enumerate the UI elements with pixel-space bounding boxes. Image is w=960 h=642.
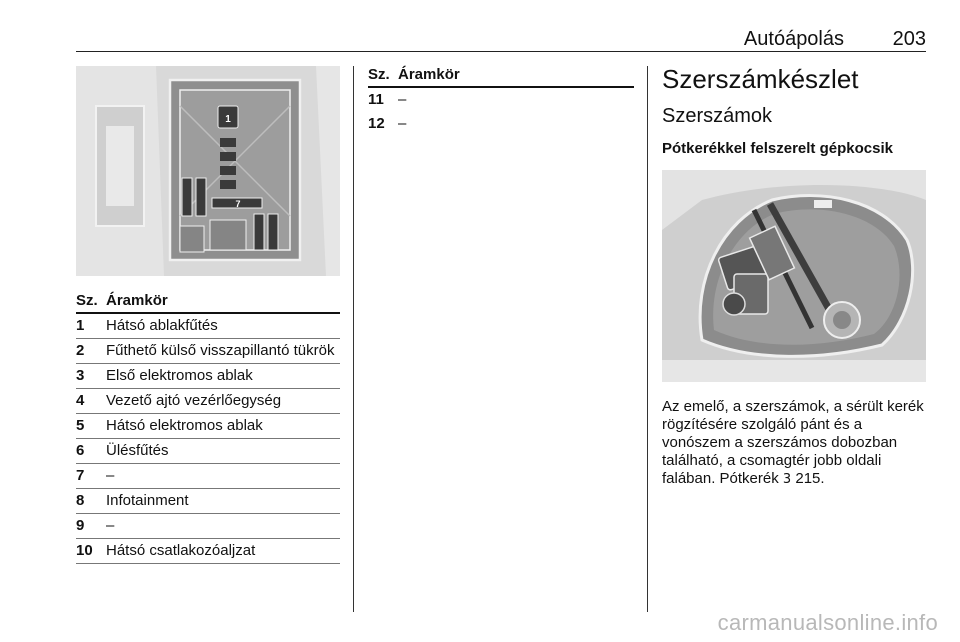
table-row bbox=[76, 439, 340, 464]
row-text: Hátsó ablakfűtés bbox=[106, 317, 218, 334]
row-text: – bbox=[106, 467, 115, 484]
row-text: Fűthető külső visszapillantó tükrök bbox=[106, 342, 335, 359]
toolkit-illustration bbox=[662, 170, 926, 382]
col-circuit-header: Áramkör bbox=[106, 292, 168, 309]
row-text: – bbox=[106, 517, 115, 534]
column-right bbox=[662, 66, 926, 489]
fuse-table-1 bbox=[76, 292, 340, 564]
row-number: 4 bbox=[76, 392, 85, 409]
row-text: – bbox=[398, 91, 407, 108]
subsubsection-heading: Pótkerékkel felszerelt gépkocsik bbox=[662, 140, 893, 157]
watermark: carmanualsonline.info bbox=[717, 610, 938, 635]
row-number: 2 bbox=[76, 342, 85, 359]
toolkit-paragraph bbox=[662, 398, 926, 489]
row-text: Első elektromos ablak bbox=[106, 367, 253, 384]
page-reference-link[interactable]: 215. bbox=[795, 470, 825, 487]
page-number: 203 bbox=[892, 28, 926, 50]
col-num-header: Sz. bbox=[368, 66, 390, 83]
row-number: 11 bbox=[368, 91, 384, 108]
page-header bbox=[76, 28, 926, 52]
table-header bbox=[368, 66, 634, 88]
table-row bbox=[76, 539, 340, 564]
row-number: 7 bbox=[76, 467, 85, 484]
toolkit-figure bbox=[662, 170, 926, 382]
table-row bbox=[76, 489, 340, 514]
table-header bbox=[76, 292, 340, 314]
row-number: 8 bbox=[76, 492, 85, 509]
column-divider bbox=[353, 66, 354, 612]
table-row bbox=[76, 414, 340, 439]
row-text: Vezető ajtó vezérlőegység bbox=[106, 392, 282, 409]
fuse-label-7: 7 bbox=[235, 199, 241, 209]
row-number: 5 bbox=[76, 417, 85, 434]
row-text: Hátsó elektromos ablak bbox=[106, 417, 263, 434]
fuse-label-1: 1 bbox=[225, 114, 231, 125]
fuse-table-2 bbox=[368, 66, 634, 136]
row-number: 3 bbox=[76, 367, 85, 384]
row-number: 1 bbox=[76, 317, 85, 334]
page-reference-icon[interactable]: 3 bbox=[782, 472, 792, 487]
col-num-header: Sz. bbox=[76, 292, 98, 309]
row-number: 12 bbox=[368, 115, 385, 132]
chapter-title: Autóápolás bbox=[743, 28, 844, 50]
row-text: – bbox=[398, 115, 407, 132]
row-number: 6 bbox=[76, 442, 85, 459]
table-row bbox=[76, 514, 340, 539]
column-divider bbox=[647, 66, 648, 612]
section-heading: Szerszámkészlet bbox=[662, 64, 859, 94]
column-middle bbox=[368, 66, 634, 136]
table-row bbox=[76, 314, 340, 339]
subsection-heading: Szerszámok bbox=[662, 105, 773, 127]
table-row bbox=[76, 364, 340, 389]
row-text: Infotainment bbox=[106, 492, 189, 509]
table-row bbox=[368, 88, 634, 112]
table-row bbox=[368, 112, 634, 136]
row-number: 9 bbox=[76, 517, 85, 534]
table-row bbox=[76, 389, 340, 414]
row-text: Hátsó csatlakozóaljzat bbox=[106, 542, 256, 559]
fuse-box-illustration bbox=[76, 66, 340, 276]
table-row bbox=[76, 464, 340, 489]
col-circuit-header: Áramkör bbox=[398, 66, 460, 83]
column-left bbox=[76, 66, 340, 564]
paragraph-text: Az emelő, a szerszámok, a sérült kerék rögzítésére szolgáló pánt és a vonószem a szerszámos dobozban található, a csomagtér jobb oldali falában. Pótkerék bbox=[662, 398, 924, 487]
fuse-box-figure bbox=[76, 66, 340, 276]
table-row bbox=[76, 339, 340, 364]
row-text: Ülésfűtés bbox=[106, 442, 169, 459]
row-number: 10 bbox=[76, 542, 93, 559]
